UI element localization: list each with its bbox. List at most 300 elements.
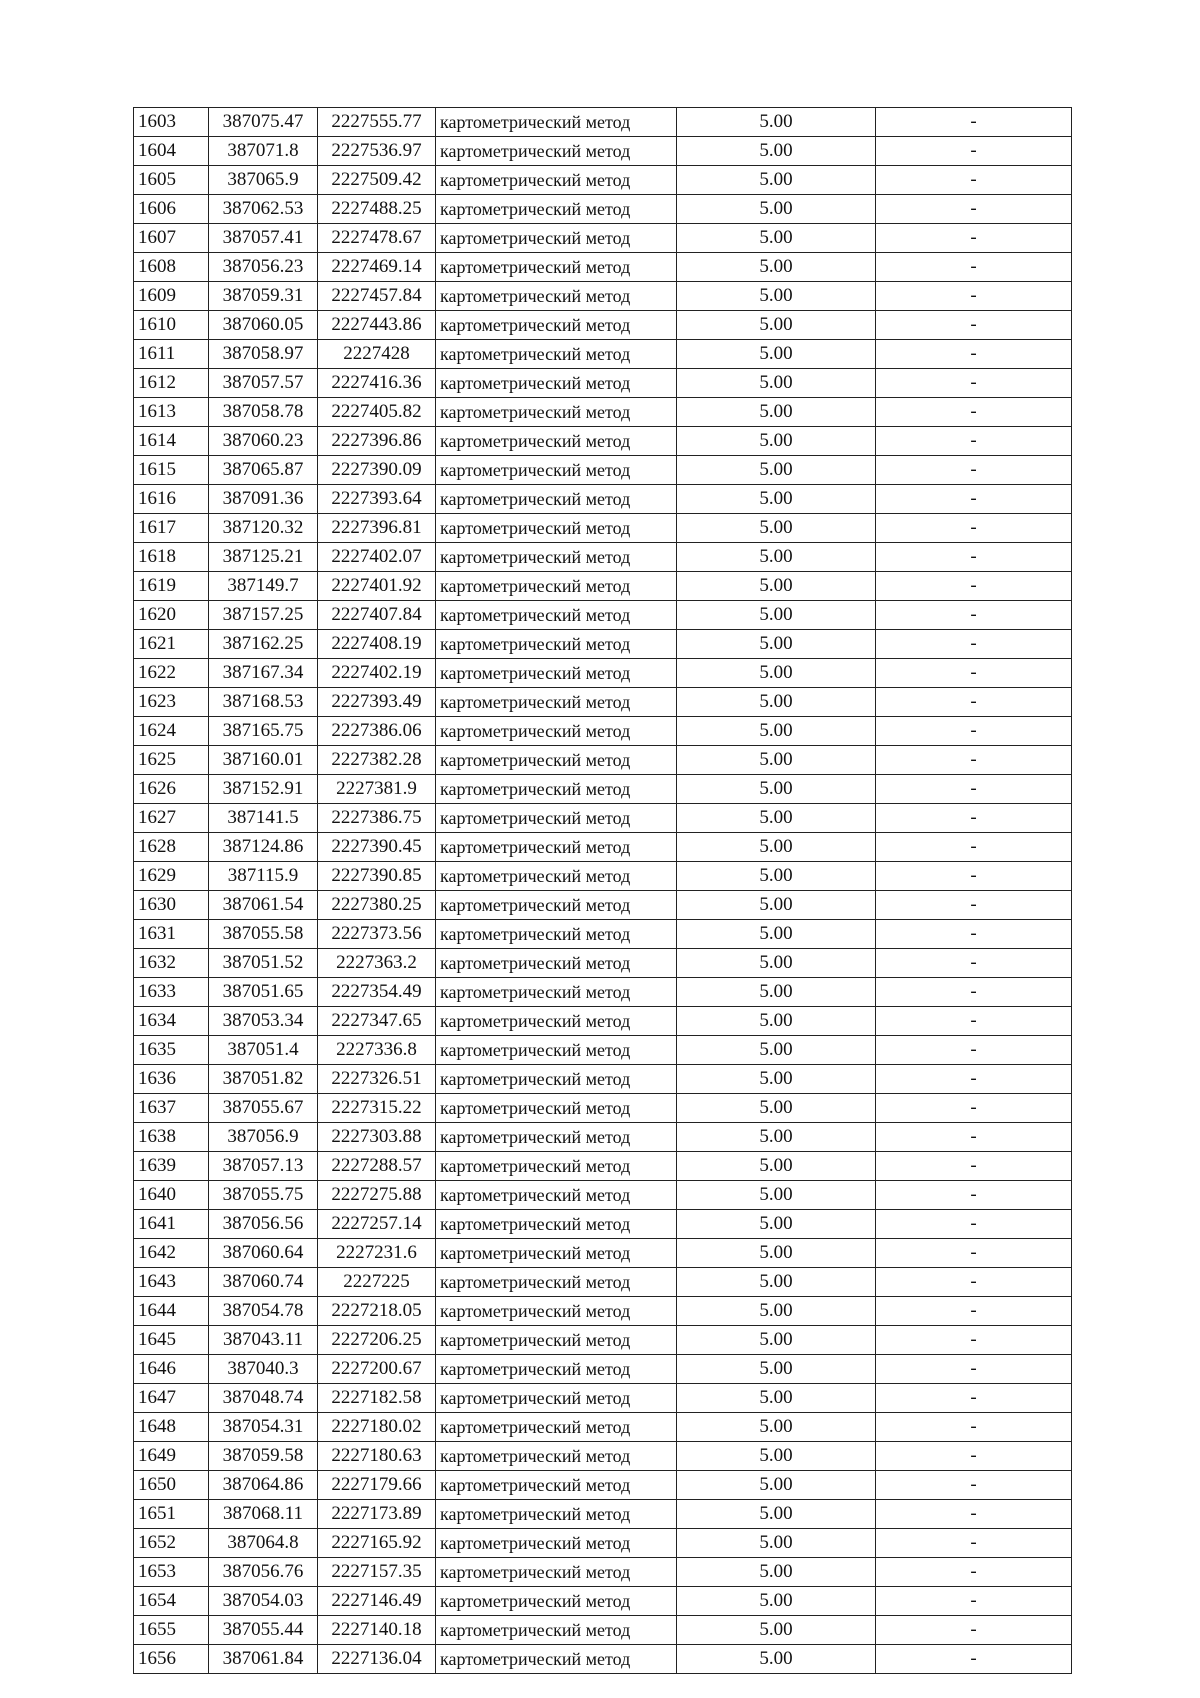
accuracy-cell: 5.00 bbox=[677, 804, 876, 833]
accuracy-cell: 5.00 bbox=[677, 427, 876, 456]
method-cell: картометрический метод bbox=[436, 1297, 677, 1326]
method-cell: картометрический метод bbox=[436, 1413, 677, 1442]
method-cell: картометрический метод bbox=[436, 456, 677, 485]
note-cell: - bbox=[876, 746, 1072, 775]
point-number-cell: 1646 bbox=[134, 1355, 209, 1384]
note-cell: - bbox=[876, 1384, 1072, 1413]
table-row bbox=[134, 1268, 1072, 1297]
method-cell: картометрический метод bbox=[436, 1587, 677, 1616]
method-cell: картометрический метод bbox=[436, 137, 677, 166]
table-row bbox=[134, 1065, 1072, 1094]
method-cell: картометрический метод bbox=[436, 369, 677, 398]
point-number-cell: 1621 bbox=[134, 630, 209, 659]
point-number-cell: 1620 bbox=[134, 601, 209, 630]
table-row bbox=[134, 659, 1072, 688]
x-coordinate-cell: 387059.58 bbox=[209, 1442, 318, 1471]
note-cell: - bbox=[876, 108, 1072, 137]
point-number-cell: 1604 bbox=[134, 137, 209, 166]
x-coordinate-cell: 387157.25 bbox=[209, 601, 318, 630]
method-cell: картометрический метод bbox=[436, 1239, 677, 1268]
point-number-cell: 1653 bbox=[134, 1558, 209, 1587]
note-cell: - bbox=[876, 1297, 1072, 1326]
table-row bbox=[134, 1587, 1072, 1616]
note-cell: - bbox=[876, 427, 1072, 456]
point-number-cell: 1622 bbox=[134, 659, 209, 688]
point-number-cell: 1610 bbox=[134, 311, 209, 340]
y-coordinate-cell: 2227396.86 bbox=[318, 427, 436, 456]
table-row bbox=[134, 1326, 1072, 1355]
table-row bbox=[134, 1442, 1072, 1471]
note-cell: - bbox=[876, 1036, 1072, 1065]
accuracy-cell: 5.00 bbox=[677, 253, 876, 282]
y-coordinate-cell: 2227200.67 bbox=[318, 1355, 436, 1384]
x-coordinate-cell: 387060.23 bbox=[209, 427, 318, 456]
x-coordinate-cell: 387075.47 bbox=[209, 108, 318, 137]
note-cell: - bbox=[876, 601, 1072, 630]
method-cell: картометрический метод bbox=[436, 746, 677, 775]
y-coordinate-cell: 2227390.09 bbox=[318, 456, 436, 485]
method-cell: картометрический метод bbox=[436, 775, 677, 804]
y-coordinate-cell: 2227488.25 bbox=[318, 195, 436, 224]
note-cell: - bbox=[876, 253, 1072, 282]
table-row bbox=[134, 543, 1072, 572]
method-cell: картометрический метод bbox=[436, 166, 677, 195]
table-row bbox=[134, 311, 1072, 340]
table-row bbox=[134, 833, 1072, 862]
y-coordinate-cell: 2227382.28 bbox=[318, 746, 436, 775]
method-cell: картометрический метод bbox=[436, 1529, 677, 1558]
y-coordinate-cell: 2227231.6 bbox=[318, 1239, 436, 1268]
accuracy-cell: 5.00 bbox=[677, 1500, 876, 1529]
table-row bbox=[134, 1500, 1072, 1529]
x-coordinate-cell: 387051.65 bbox=[209, 978, 318, 1007]
note-cell: - bbox=[876, 1152, 1072, 1181]
point-number-cell: 1636 bbox=[134, 1065, 209, 1094]
y-coordinate-cell: 2227443.86 bbox=[318, 311, 436, 340]
note-cell: - bbox=[876, 1094, 1072, 1123]
x-coordinate-cell: 387152.91 bbox=[209, 775, 318, 804]
table-row bbox=[134, 630, 1072, 659]
note-cell: - bbox=[876, 804, 1072, 833]
note-cell: - bbox=[876, 398, 1072, 427]
x-coordinate-cell: 387054.03 bbox=[209, 1587, 318, 1616]
point-number-cell: 1654 bbox=[134, 1587, 209, 1616]
method-cell: картометрический метод bbox=[436, 1558, 677, 1587]
method-cell: картометрический метод bbox=[436, 514, 677, 543]
accuracy-cell: 5.00 bbox=[677, 1355, 876, 1384]
note-cell: - bbox=[876, 543, 1072, 572]
method-cell: картометрический метод bbox=[436, 1065, 677, 1094]
x-coordinate-cell: 387060.64 bbox=[209, 1239, 318, 1268]
table-row bbox=[134, 1558, 1072, 1587]
table-row bbox=[134, 804, 1072, 833]
note-cell: - bbox=[876, 137, 1072, 166]
y-coordinate-cell: 2227428 bbox=[318, 340, 436, 369]
method-cell: картометрический метод bbox=[436, 195, 677, 224]
table-row bbox=[134, 717, 1072, 746]
table-row bbox=[134, 1152, 1072, 1181]
x-coordinate-cell: 387120.32 bbox=[209, 514, 318, 543]
y-coordinate-cell: 2227469.14 bbox=[318, 253, 436, 282]
accuracy-cell: 5.00 bbox=[677, 978, 876, 1007]
accuracy-cell: 5.00 bbox=[677, 775, 876, 804]
table-row bbox=[134, 1645, 1072, 1674]
point-number-cell: 1624 bbox=[134, 717, 209, 746]
note-cell: - bbox=[876, 775, 1072, 804]
point-number-cell: 1645 bbox=[134, 1326, 209, 1355]
table-row bbox=[134, 949, 1072, 978]
x-coordinate-cell: 387064.8 bbox=[209, 1529, 318, 1558]
method-cell: картометрический метод bbox=[436, 1355, 677, 1384]
accuracy-cell: 5.00 bbox=[677, 369, 876, 398]
y-coordinate-cell: 2227401.92 bbox=[318, 572, 436, 601]
point-number-cell: 1628 bbox=[134, 833, 209, 862]
coordinates-table bbox=[133, 107, 1072, 1674]
y-coordinate-cell: 2227393.49 bbox=[318, 688, 436, 717]
x-coordinate-cell: 387065.9 bbox=[209, 166, 318, 195]
y-coordinate-cell: 2227326.51 bbox=[318, 1065, 436, 1094]
method-cell: картометрический метод bbox=[436, 1268, 677, 1297]
point-number-cell: 1606 bbox=[134, 195, 209, 224]
accuracy-cell: 5.00 bbox=[677, 108, 876, 137]
accuracy-cell: 5.00 bbox=[677, 1413, 876, 1442]
point-number-cell: 1607 bbox=[134, 224, 209, 253]
x-coordinate-cell: 387162.25 bbox=[209, 630, 318, 659]
accuracy-cell: 5.00 bbox=[677, 920, 876, 949]
point-number-cell: 1626 bbox=[134, 775, 209, 804]
method-cell: картометрический метод bbox=[436, 862, 677, 891]
point-number-cell: 1617 bbox=[134, 514, 209, 543]
table-row bbox=[134, 1036, 1072, 1065]
method-cell: картометрический метод bbox=[436, 543, 677, 572]
y-coordinate-cell: 2227386.06 bbox=[318, 717, 436, 746]
point-number-cell: 1641 bbox=[134, 1210, 209, 1239]
x-coordinate-cell: 387060.74 bbox=[209, 1268, 318, 1297]
table-row bbox=[134, 1616, 1072, 1645]
accuracy-cell: 5.00 bbox=[677, 1239, 876, 1268]
accuracy-cell: 5.00 bbox=[677, 1529, 876, 1558]
point-number-cell: 1631 bbox=[134, 920, 209, 949]
note-cell: - bbox=[876, 1529, 1072, 1558]
x-coordinate-cell: 387124.86 bbox=[209, 833, 318, 862]
point-number-cell: 1603 bbox=[134, 108, 209, 137]
x-coordinate-cell: 387051.52 bbox=[209, 949, 318, 978]
y-coordinate-cell: 2227165.92 bbox=[318, 1529, 436, 1558]
y-coordinate-cell: 2227393.64 bbox=[318, 485, 436, 514]
x-coordinate-cell: 387053.34 bbox=[209, 1007, 318, 1036]
y-coordinate-cell: 2227136.04 bbox=[318, 1645, 436, 1674]
x-coordinate-cell: 387057.57 bbox=[209, 369, 318, 398]
table-row bbox=[134, 456, 1072, 485]
x-coordinate-cell: 387068.11 bbox=[209, 1500, 318, 1529]
method-cell: картометрический метод bbox=[436, 601, 677, 630]
point-number-cell: 1644 bbox=[134, 1297, 209, 1326]
note-cell: - bbox=[876, 833, 1072, 862]
table-row bbox=[134, 601, 1072, 630]
note-cell: - bbox=[876, 514, 1072, 543]
note-cell: - bbox=[876, 1181, 1072, 1210]
table-row bbox=[134, 1181, 1072, 1210]
note-cell: - bbox=[876, 1587, 1072, 1616]
point-number-cell: 1625 bbox=[134, 746, 209, 775]
y-coordinate-cell: 2227179.66 bbox=[318, 1471, 436, 1500]
x-coordinate-cell: 387055.44 bbox=[209, 1616, 318, 1645]
method-cell: картометрический метод bbox=[436, 1645, 677, 1674]
point-number-cell: 1630 bbox=[134, 891, 209, 920]
table-row bbox=[134, 1529, 1072, 1558]
table-row bbox=[134, 862, 1072, 891]
table-row bbox=[134, 224, 1072, 253]
note-cell: - bbox=[876, 1413, 1072, 1442]
x-coordinate-cell: 387058.97 bbox=[209, 340, 318, 369]
x-coordinate-cell: 387056.56 bbox=[209, 1210, 318, 1239]
y-coordinate-cell: 2227180.02 bbox=[318, 1413, 436, 1442]
point-number-cell: 1605 bbox=[134, 166, 209, 195]
note-cell: - bbox=[876, 340, 1072, 369]
y-coordinate-cell: 2227257.14 bbox=[318, 1210, 436, 1239]
note-cell: - bbox=[876, 456, 1072, 485]
x-coordinate-cell: 387071.8 bbox=[209, 137, 318, 166]
method-cell: картометрический метод bbox=[436, 949, 677, 978]
table-row bbox=[134, 775, 1072, 804]
method-cell: картометрический метод bbox=[436, 1616, 677, 1645]
y-coordinate-cell: 2227225 bbox=[318, 1268, 436, 1297]
method-cell: картометрический метод bbox=[436, 340, 677, 369]
point-number-cell: 1635 bbox=[134, 1036, 209, 1065]
accuracy-cell: 5.00 bbox=[677, 688, 876, 717]
point-number-cell: 1615 bbox=[134, 456, 209, 485]
point-number-cell: 1633 bbox=[134, 978, 209, 1007]
y-coordinate-cell: 2227303.88 bbox=[318, 1123, 436, 1152]
note-cell: - bbox=[876, 1239, 1072, 1268]
method-cell: картометрический метод bbox=[436, 282, 677, 311]
x-coordinate-cell: 387040.3 bbox=[209, 1355, 318, 1384]
accuracy-cell: 5.00 bbox=[677, 949, 876, 978]
note-cell: - bbox=[876, 1007, 1072, 1036]
x-coordinate-cell: 387056.76 bbox=[209, 1558, 318, 1587]
table-row bbox=[134, 1384, 1072, 1413]
point-number-cell: 1634 bbox=[134, 1007, 209, 1036]
point-number-cell: 1619 bbox=[134, 572, 209, 601]
note-cell: - bbox=[876, 1500, 1072, 1529]
y-coordinate-cell: 2227146.49 bbox=[318, 1587, 436, 1616]
x-coordinate-cell: 387060.05 bbox=[209, 311, 318, 340]
method-cell: картометрический метод bbox=[436, 891, 677, 920]
table-row bbox=[134, 195, 1072, 224]
point-number-cell: 1618 bbox=[134, 543, 209, 572]
x-coordinate-cell: 387091.36 bbox=[209, 485, 318, 514]
note-cell: - bbox=[876, 369, 1072, 398]
x-coordinate-cell: 387061.84 bbox=[209, 1645, 318, 1674]
note-cell: - bbox=[876, 949, 1072, 978]
table-row bbox=[134, 891, 1072, 920]
note-cell: - bbox=[876, 1326, 1072, 1355]
accuracy-cell: 5.00 bbox=[677, 1558, 876, 1587]
accuracy-cell: 5.00 bbox=[677, 398, 876, 427]
note-cell: - bbox=[876, 572, 1072, 601]
table-row bbox=[134, 746, 1072, 775]
x-coordinate-cell: 387055.75 bbox=[209, 1181, 318, 1210]
y-coordinate-cell: 2227180.63 bbox=[318, 1442, 436, 1471]
point-number-cell: 1643 bbox=[134, 1268, 209, 1297]
y-coordinate-cell: 2227275.88 bbox=[318, 1181, 436, 1210]
accuracy-cell: 5.00 bbox=[677, 833, 876, 862]
table-row bbox=[134, 485, 1072, 514]
x-coordinate-cell: 387054.31 bbox=[209, 1413, 318, 1442]
method-cell: картометрический метод bbox=[436, 1036, 677, 1065]
y-coordinate-cell: 2227405.82 bbox=[318, 398, 436, 427]
accuracy-cell: 5.00 bbox=[677, 1384, 876, 1413]
note-cell: - bbox=[876, 717, 1072, 746]
point-number-cell: 1656 bbox=[134, 1645, 209, 1674]
accuracy-cell: 5.00 bbox=[677, 1181, 876, 1210]
accuracy-cell: 5.00 bbox=[677, 1065, 876, 1094]
accuracy-cell: 5.00 bbox=[677, 1442, 876, 1471]
y-coordinate-cell: 2227509.42 bbox=[318, 166, 436, 195]
y-coordinate-cell: 2227381.9 bbox=[318, 775, 436, 804]
table-row bbox=[134, 166, 1072, 195]
x-coordinate-cell: 387125.21 bbox=[209, 543, 318, 572]
method-cell: картометрический метод bbox=[436, 224, 677, 253]
point-number-cell: 1613 bbox=[134, 398, 209, 427]
x-coordinate-cell: 387056.23 bbox=[209, 253, 318, 282]
point-number-cell: 1639 bbox=[134, 1152, 209, 1181]
accuracy-cell: 5.00 bbox=[677, 862, 876, 891]
point-number-cell: 1629 bbox=[134, 862, 209, 891]
note-cell: - bbox=[876, 1558, 1072, 1587]
point-number-cell: 1640 bbox=[134, 1181, 209, 1210]
point-number-cell: 1623 bbox=[134, 688, 209, 717]
method-cell: картометрический метод bbox=[436, 108, 677, 137]
method-cell: картометрический метод bbox=[436, 311, 677, 340]
table-row bbox=[134, 1007, 1072, 1036]
method-cell: картометрический метод bbox=[436, 1123, 677, 1152]
point-number-cell: 1632 bbox=[134, 949, 209, 978]
note-cell: - bbox=[876, 1471, 1072, 1500]
table-row bbox=[134, 1094, 1072, 1123]
table-row bbox=[134, 1355, 1072, 1384]
point-number-cell: 1616 bbox=[134, 485, 209, 514]
method-cell: картометрический метод bbox=[436, 1152, 677, 1181]
table-row bbox=[134, 1413, 1072, 1442]
y-coordinate-cell: 2227402.19 bbox=[318, 659, 436, 688]
note-cell: - bbox=[876, 282, 1072, 311]
accuracy-cell: 5.00 bbox=[677, 166, 876, 195]
y-coordinate-cell: 2227396.81 bbox=[318, 514, 436, 543]
note-cell: - bbox=[876, 891, 1072, 920]
point-number-cell: 1650 bbox=[134, 1471, 209, 1500]
point-number-cell: 1651 bbox=[134, 1500, 209, 1529]
point-number-cell: 1614 bbox=[134, 427, 209, 456]
point-number-cell: 1647 bbox=[134, 1384, 209, 1413]
table-row bbox=[134, 253, 1072, 282]
method-cell: картометрический метод bbox=[436, 1181, 677, 1210]
method-cell: картометрический метод bbox=[436, 1471, 677, 1500]
x-coordinate-cell: 387065.87 bbox=[209, 456, 318, 485]
accuracy-cell: 5.00 bbox=[677, 1152, 876, 1181]
accuracy-cell: 5.00 bbox=[677, 1587, 876, 1616]
method-cell: картометрический метод bbox=[436, 804, 677, 833]
point-number-cell: 1648 bbox=[134, 1413, 209, 1442]
note-cell: - bbox=[876, 224, 1072, 253]
point-number-cell: 1655 bbox=[134, 1616, 209, 1645]
y-coordinate-cell: 2227390.45 bbox=[318, 833, 436, 862]
table-body bbox=[134, 108, 1072, 1674]
accuracy-cell: 5.00 bbox=[677, 282, 876, 311]
accuracy-cell: 5.00 bbox=[677, 1297, 876, 1326]
table-row bbox=[134, 688, 1072, 717]
note-cell: - bbox=[876, 630, 1072, 659]
method-cell: картометрический метод bbox=[436, 1007, 677, 1036]
note-cell: - bbox=[876, 195, 1072, 224]
method-cell: картометрический метод bbox=[436, 427, 677, 456]
method-cell: картометрический метод bbox=[436, 717, 677, 746]
y-coordinate-cell: 2227140.18 bbox=[318, 1616, 436, 1645]
x-coordinate-cell: 387051.82 bbox=[209, 1065, 318, 1094]
y-coordinate-cell: 2227407.84 bbox=[318, 601, 436, 630]
method-cell: картометрический метод bbox=[436, 572, 677, 601]
note-cell: - bbox=[876, 485, 1072, 514]
x-coordinate-cell: 387043.11 bbox=[209, 1326, 318, 1355]
accuracy-cell: 5.00 bbox=[677, 195, 876, 224]
x-coordinate-cell: 387057.41 bbox=[209, 224, 318, 253]
x-coordinate-cell: 387057.13 bbox=[209, 1152, 318, 1181]
method-cell: картометрический метод bbox=[436, 630, 677, 659]
x-coordinate-cell: 387051.4 bbox=[209, 1036, 318, 1065]
table-row bbox=[134, 1239, 1072, 1268]
table-row bbox=[134, 1471, 1072, 1500]
method-cell: картометрический метод bbox=[436, 1384, 677, 1413]
point-number-cell: 1652 bbox=[134, 1529, 209, 1558]
point-number-cell: 1638 bbox=[134, 1123, 209, 1152]
accuracy-cell: 5.00 bbox=[677, 1326, 876, 1355]
note-cell: - bbox=[876, 978, 1072, 1007]
method-cell: картометрический метод bbox=[436, 1094, 677, 1123]
method-cell: картометрический метод bbox=[436, 253, 677, 282]
accuracy-cell: 5.00 bbox=[677, 543, 876, 572]
point-number-cell: 1649 bbox=[134, 1442, 209, 1471]
accuracy-cell: 5.00 bbox=[677, 746, 876, 775]
accuracy-cell: 5.00 bbox=[677, 891, 876, 920]
x-coordinate-cell: 387149.7 bbox=[209, 572, 318, 601]
y-coordinate-cell: 2227354.49 bbox=[318, 978, 436, 1007]
point-number-cell: 1609 bbox=[134, 282, 209, 311]
x-coordinate-cell: 387115.9 bbox=[209, 862, 318, 891]
y-coordinate-cell: 2227288.57 bbox=[318, 1152, 436, 1181]
note-cell: - bbox=[876, 1210, 1072, 1239]
y-coordinate-cell: 2227173.89 bbox=[318, 1500, 436, 1529]
accuracy-cell: 5.00 bbox=[677, 601, 876, 630]
x-coordinate-cell: 387064.86 bbox=[209, 1471, 318, 1500]
accuracy-cell: 5.00 bbox=[677, 717, 876, 746]
note-cell: - bbox=[876, 1645, 1072, 1674]
x-coordinate-cell: 387059.31 bbox=[209, 282, 318, 311]
x-coordinate-cell: 387056.9 bbox=[209, 1123, 318, 1152]
y-coordinate-cell: 2227157.35 bbox=[318, 1558, 436, 1587]
method-cell: картометрический метод bbox=[436, 920, 677, 949]
table-row bbox=[134, 108, 1072, 137]
y-coordinate-cell: 2227402.07 bbox=[318, 543, 436, 572]
method-cell: картометрический метод bbox=[436, 1442, 677, 1471]
y-coordinate-cell: 2227390.85 bbox=[318, 862, 436, 891]
note-cell: - bbox=[876, 920, 1072, 949]
note-cell: - bbox=[876, 862, 1072, 891]
method-cell: картометрический метод bbox=[436, 1210, 677, 1239]
note-cell: - bbox=[876, 688, 1072, 717]
accuracy-cell: 5.00 bbox=[677, 340, 876, 369]
table-row bbox=[134, 427, 1072, 456]
point-number-cell: 1611 bbox=[134, 340, 209, 369]
